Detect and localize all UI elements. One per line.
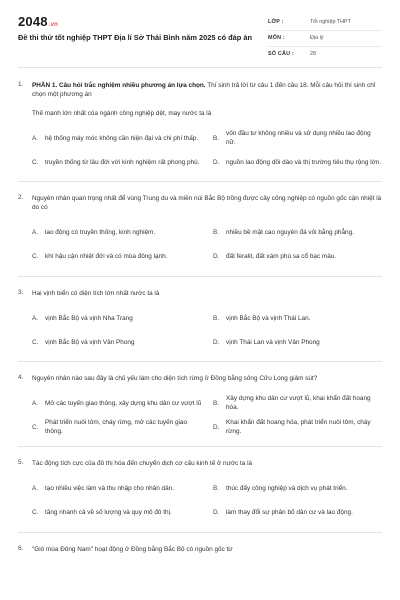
question-number: 1. — [18, 81, 24, 88]
answer-options — [32, 392, 382, 440]
option-text: nhiều bề mặt cao nguyên đá vôi bằng phẳng. — [226, 229, 354, 237]
answer-option-d[interactable] — [213, 502, 382, 526]
question-list — [18, 68, 382, 554]
option-text: thúc đẩy công nghiệp và dịch vụ phát triển. — [226, 485, 348, 493]
option-letter: C. — [32, 424, 39, 431]
option-text: tạo nhiều việc làm và thu nhập cho nhân dân. — [45, 485, 174, 493]
option-letter: D. — [213, 158, 220, 166]
answer-option-d[interactable] — [213, 151, 382, 175]
document-title: Đề thi thử tốt nghiệp THPT Địa lí Sở Thái Bình năm 2025 có đáp án — [18, 33, 252, 42]
option-text: vịnh Bắc Bộ và vịnh Thái Lan. — [226, 314, 311, 322]
question-number: 2. — [18, 194, 24, 202]
question-item — [18, 459, 382, 525]
question-body — [32, 459, 382, 525]
meta-label: SỐ CÂU : — [268, 51, 294, 58]
answer-option-d[interactable] — [213, 246, 382, 270]
answer-option-a[interactable] — [32, 307, 205, 331]
question-text: "Gió mùa Đông Nam" hoạt động ở Đồng bằng Bắc Bộ có nguồn gốc từ — [32, 545, 233, 553]
question-number: 4. — [18, 374, 24, 382]
option-letter: A. — [32, 134, 39, 142]
option-text: Mở các tuyến giao thông, xây dựng khu dân cư vượt lũ — [45, 399, 202, 407]
answer-option-a[interactable] — [32, 127, 205, 151]
option-letter: C. — [32, 338, 39, 346]
answer-options — [32, 222, 382, 270]
question-divider — [18, 361, 382, 362]
option-text: làm thay đổi sự phân bố dân cư và lao động. — [226, 509, 353, 517]
answer-option-b[interactable] — [213, 392, 382, 416]
answer-option-c[interactable] — [32, 502, 205, 526]
option-letter: C. — [32, 253, 39, 261]
meta-label: MÔN : — [268, 34, 285, 41]
option-letter: D. — [213, 338, 220, 346]
option-text: khí hậu cận nhiệt đới và có mùa đông lạnh. — [45, 253, 168, 261]
option-text: truyền thống từ lâu đời với kinh nghiệm rất phong phú. — [45, 158, 200, 166]
option-letter: C. — [32, 509, 39, 517]
option-text: vịnh Thái Lan và vịnh Vân Phong — [226, 338, 320, 346]
meta-value: Tốt nghiệp THPT — [310, 18, 351, 25]
section-intro-bold: PHẦN 1. Câu hỏi trắc nghiệm nhiều phương án lựa chọn. — [32, 82, 206, 89]
question-item — [18, 545, 382, 554]
document-header — [18, 0, 382, 68]
document-meta — [268, 15, 382, 67]
answer-option-c[interactable] — [32, 151, 205, 175]
option-text: nguồn lao động dồi dào và thị trường tiêu thụ rộng lớn. — [226, 158, 382, 166]
answer-option-c[interactable] — [32, 331, 205, 355]
question-body — [32, 374, 382, 440]
option-letter: D. — [213, 424, 220, 431]
question-body — [32, 194, 382, 270]
question-item — [18, 81, 382, 175]
question-item — [18, 194, 382, 270]
answer-option-c[interactable] — [32, 416, 205, 440]
option-letter: B. — [213, 229, 220, 237]
option-text: Phát triển nuôi tôm, cháy rừng, mở các tuyến giao thông. — [45, 419, 188, 436]
option-letter: B. — [213, 134, 220, 142]
question-text: Nguyên nhân quan trọng nhất để vùng Trung du và miền núi Bắc Bộ trồng được cây công nghiệp có nguồn gốc cận nhiệt là do có — [32, 195, 382, 212]
option-letter: D. — [213, 509, 220, 517]
meta-row-subject — [268, 31, 382, 47]
question-divider — [18, 446, 382, 447]
answer-option-b[interactable] — [213, 478, 382, 502]
option-text: lao động có truyền thống, kinh nghiệm. — [45, 229, 156, 237]
meta-value: Địa lý — [310, 34, 324, 41]
answer-option-b[interactable] — [213, 222, 382, 246]
option-letter: A. — [32, 314, 39, 322]
option-text: vịnh Bắc Bộ và vịnh Vân Phong — [45, 338, 135, 346]
option-letter: A. — [32, 400, 39, 407]
option-text: vịnh Bắc Bộ và vịnh Nha Trang — [45, 314, 133, 322]
logo-tld: .vn — [48, 22, 59, 28]
answer-options — [32, 127, 382, 175]
option-text: tăng nhanh cả về số lượng và quy mô đô thị. — [45, 509, 172, 517]
option-text: hệ thống máy móc không cần hiện đại và chi phí thấp. — [45, 134, 199, 142]
brand-block — [18, 13, 268, 67]
answer-options — [32, 307, 382, 355]
question-text: Nguyên nhân nào sau đây là chủ yếu làm cho diện tích rừng ở Đồng bằng sông Cửu Long giảm sút? — [32, 375, 318, 383]
answer-options — [32, 478, 382, 526]
option-text: đất feralit, đất xám phù sa cổ bạc màu. — [226, 253, 337, 261]
option-letter: B. — [213, 485, 220, 493]
option-letter: B. — [213, 400, 220, 407]
option-letter: A. — [32, 485, 39, 493]
question-number: 6. — [18, 544, 24, 552]
meta-row-class — [268, 15, 382, 31]
answer-option-d[interactable] — [213, 331, 382, 355]
question-body — [32, 289, 382, 355]
question-item — [18, 374, 382, 440]
logo-main: 2048 — [18, 14, 48, 29]
option-letter: A. — [32, 229, 39, 237]
answer-option-a[interactable] — [32, 392, 205, 416]
meta-label: LỚP : — [268, 18, 284, 25]
option-text: Xây dựng khu dân cư vượt lũ, khai khẩn đất hoang hóa. — [226, 395, 371, 412]
question-item — [18, 289, 382, 355]
question-text: Hai vịnh biển có diện tích lớn nhất nước ta là — [32, 289, 160, 297]
option-letter: B. — [213, 314, 220, 322]
question-text: Thế mạnh lớn nhất của ngành công nghiệp dệt, may nước ta là — [32, 109, 212, 117]
answer-option-a[interactable] — [32, 222, 205, 246]
answer-option-c[interactable] — [32, 246, 205, 270]
question-divider — [18, 276, 382, 277]
site-logo[interactable] — [18, 13, 268, 28]
question-number: 5. — [18, 459, 24, 467]
meta-value: 28 — [310, 51, 316, 58]
answer-option-a[interactable] — [32, 478, 205, 502]
question-text: Tác động tích cực của đô thị hóa đến chuyển dịch cơ cấu kinh tế ở nước ta là — [32, 460, 253, 468]
answer-option-b[interactable] — [213, 127, 382, 151]
option-letter: D. — [213, 253, 220, 261]
question-divider — [18, 532, 382, 533]
option-letter: C. — [32, 158, 39, 166]
question-divider — [18, 181, 382, 182]
section-intro — [32, 81, 382, 100]
meta-row-count — [268, 47, 382, 63]
option-text: Khai khẩn đất hoang hóa, phát triển nuôi tôm, cháy rừng. — [226, 419, 371, 436]
option-text: vốn đầu tư không nhiều và sử dụng nhiều lao động nữ. — [226, 130, 371, 147]
answer-option-b[interactable] — [213, 307, 382, 331]
section-intro-rest: Thí sinh trả lời từ câu 1 đến câu 18. Mỗi câu hỏi thí sinh chỉ chọn một phương án — [32, 82, 376, 99]
question-number: 3. — [18, 288, 24, 296]
question-body — [32, 545, 382, 554]
question-body — [32, 81, 382, 175]
answer-option-d[interactable] — [213, 416, 382, 440]
